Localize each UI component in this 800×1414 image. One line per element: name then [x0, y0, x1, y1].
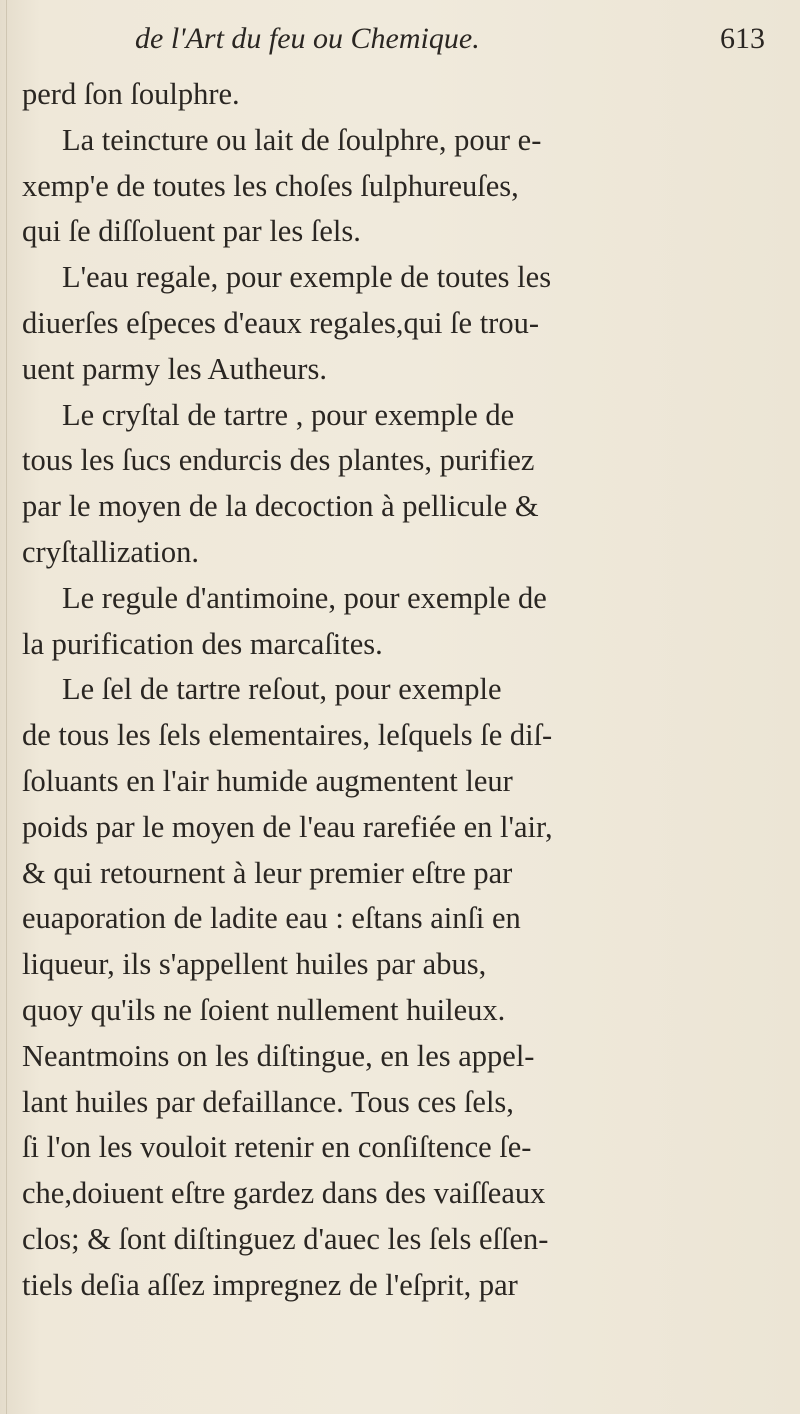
text-line: clos; & ſont diſtinguez d'auec les ſels eſſen-	[22, 1221, 549, 1256]
text-line: che,doiuent eſtre gardez dans des vaiſſeaux	[22, 1176, 546, 1211]
text-line: xemp'e de toutes les choſes ſulphureuſes,	[22, 168, 519, 203]
page-number: 613	[720, 22, 765, 55]
page-gutter-edge	[6, 0, 7, 1414]
text-line: la purification des marcaſites.	[22, 626, 383, 661]
text-line: Le regule d'antimoine, pour exemple de	[62, 580, 547, 615]
text-line: L'eau regale, pour exemple de toutes les	[62, 260, 552, 295]
text-line: tiels deſia aſſez impregnez de l'eſprit, par	[22, 1267, 518, 1302]
text-line: tous les ſucs endurcis des plantes, purifiez	[22, 443, 535, 478]
text-line: ſi l'on les vouloit retenir en conſiſtence ſe-	[22, 1130, 532, 1165]
page-header	[135, 16, 765, 62]
text-line: quoy qu'ils ne ſoient nullement huileux.	[22, 992, 506, 1027]
text-line: par le moyen de la decoction à pellicule &	[22, 489, 539, 524]
text-line: uent parmy les Autheurs.	[22, 351, 327, 386]
text-line: poids par le moyen de l'eau rarefiée en l'air,	[22, 809, 553, 844]
text-line: cryſtallization.	[22, 534, 199, 569]
text-line: La teincture ou lait de ſoulphre, pour e-	[62, 122, 542, 157]
text-line: Le ſel de tartre reſout, pour exemple	[62, 672, 502, 707]
text-line: Neantmoins on les diſtingue, en les appel-	[22, 1038, 535, 1073]
text-line: perd ſon ſoulphre.	[22, 77, 240, 111]
text-line: Le cryſtal de tartre , pour exemple de	[62, 397, 515, 432]
running-title: de l'Art du feu ou Chemique.	[135, 22, 480, 55]
text-line: ſoluants en l'air humide augmentent leur	[22, 763, 513, 798]
text-line: euaporation de ladite eau : eſtans ainſi en	[22, 901, 521, 936]
text-line: liqueur, ils s'appellent huiles par abus,	[22, 947, 487, 982]
body-text	[22, 72, 782, 1309]
text-line: qui ſe diſſoluent par les ſels.	[22, 214, 361, 249]
text-line: & qui retournent à leur premier eſtre par	[22, 855, 513, 890]
text-line: de tous les ſels elementaires, leſquels ſe diſ-	[22, 718, 553, 753]
text-line: diuerſes eſpeces d'eaux regales,qui ſe trou-	[22, 305, 539, 340]
text-line: lant huiles par defaillance. Tous ces ſels,	[22, 1084, 514, 1119]
